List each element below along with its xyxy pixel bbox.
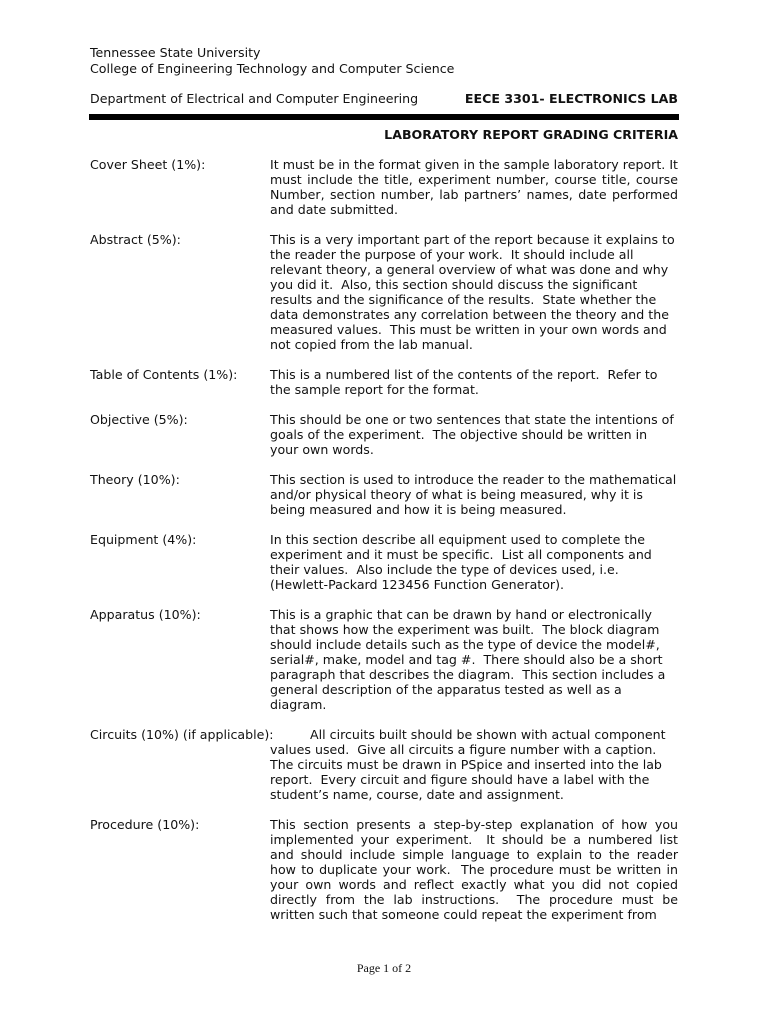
criterion-label: Theory (10%): bbox=[90, 472, 180, 487]
criterion-label: Apparatus (10%): bbox=[90, 607, 201, 622]
criterion-description: All circuits built should be shown with actual component values used. Give all circuits a figure number with a caption. The circuits must be drawn in PSpice and inserted into the lab report. Every circuit and figure should have a label with the student’s name, course, date and assignment. bbox=[270, 727, 670, 802]
department-row bbox=[90, 91, 678, 107]
criterion-theory bbox=[90, 472, 681, 517]
university-name: Tennessee State University bbox=[90, 45, 261, 60]
criterion-description: This is a numbered list of the contents of the report. Refer to the sample report for the format. bbox=[270, 367, 662, 397]
criterion-apparatus bbox=[90, 607, 678, 712]
college-name: College of Engineering Technology and Computer Science bbox=[90, 61, 455, 76]
criterion-description: This section is used to introduce the reader to the mathematical and/or physical theory of what is being measured, why it is being measured and how it is being measured. bbox=[270, 472, 681, 517]
criterion-description: This should be one or two sentences that state the intentions of goals of the experiment. The objective should be written in your own words. bbox=[270, 412, 678, 457]
criterion-label: Procedure (10%): bbox=[90, 817, 200, 832]
criterion-abstract bbox=[90, 232, 678, 352]
criterion-label: Cover Sheet (1%): bbox=[90, 157, 206, 172]
criterion-label: Abstract (5%): bbox=[90, 232, 181, 247]
criterion-description: This section presents a step-by-step explanation of how you implemented your experiment. It should be a numbered list and should include simple language to explain to the reader how to duplicate your work. The procedure must be written in your own words and reflect exactly what you did not copied directly from the lab instructions. The procedure must be written such that someone could repeat the experiment from bbox=[270, 817, 683, 922]
criterion-label: Table of Contents (1%): bbox=[90, 367, 238, 382]
criterion-label: Objective (5%): bbox=[90, 412, 188, 427]
criterion-table-of-contents bbox=[90, 367, 678, 397]
department-name: Department of Electrical and Computer Engineering bbox=[90, 91, 419, 106]
criterion-label: Circuits (10%) (if applicable): bbox=[90, 727, 274, 742]
criterion-description: This is a very important part of the report because it explains to the reader the purpose of your work. It should include all relevant theory, a general overview of what was done and why you did it. Also, this section should discuss the significant results and the significance of the results. State whether the data demonstrates any correlation between the theory and the measured values. This must be written in your own words and not copied from the lab manual. bbox=[270, 232, 679, 352]
criterion-label: Equipment (4%): bbox=[90, 532, 197, 547]
page-number: Page 1 of 2 bbox=[356, 961, 412, 975]
criterion-circuits bbox=[90, 727, 678, 802]
criterion-description: It must be in the format given in the sample laboratory report. It must include the title, experiment number, course title, course Number, section number, lab partners’ names, date performed and date submitted. bbox=[270, 157, 683, 217]
criterion-objective bbox=[90, 412, 678, 457]
course-title: EECE 3301- ELECTRONICS LAB bbox=[464, 91, 678, 106]
criterion-procedure bbox=[90, 817, 683, 922]
header-rule bbox=[89, 114, 679, 120]
criteria-list bbox=[90, 157, 683, 922]
criterion-description: This is a graphic that can be drawn by hand or electronically that shows how the experiment was built. The block diagram should include details such as the type of device the model#, serial#, make, model and tag #. There should also be a short paragraph that describes the diagram. This section includes a general description of the apparatus tested as well as a diagram. bbox=[270, 607, 670, 712]
criterion-cover-sheet bbox=[90, 157, 683, 217]
document-title: LABORATORY REPORT GRADING CRITERIA bbox=[384, 127, 678, 142]
criterion-description: In this section describe all equipment used to complete the experiment and it must be specific. List all components and their values. Also include the type of devices used, i.e. (Hewlett-Packard 123456 Function Generator). bbox=[270, 532, 656, 592]
criterion-equipment bbox=[90, 532, 678, 592]
